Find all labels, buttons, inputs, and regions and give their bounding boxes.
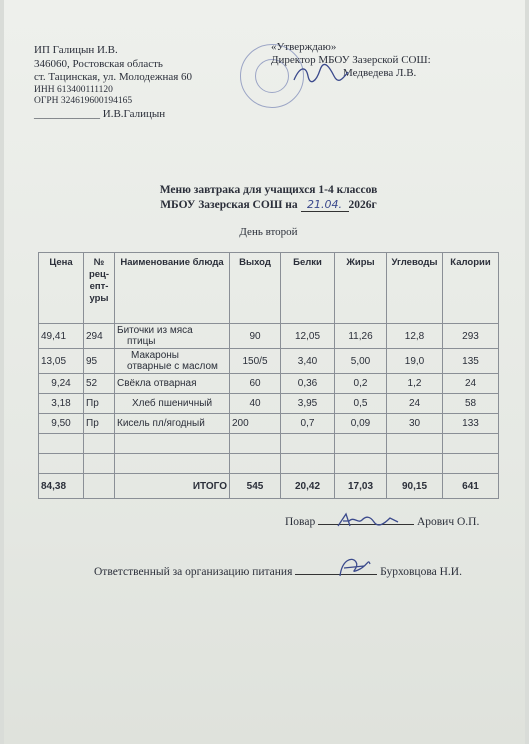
total-protein: 20,42 <box>281 474 335 499</box>
cell-protein: 12,05 <box>281 324 335 349</box>
menu-date: 21.04. <box>301 198 349 212</box>
table-row <box>39 324 499 349</box>
menu-table <box>38 252 499 499</box>
cell-output: 150/5 <box>230 349 281 374</box>
menu-subtitle <box>4 198 529 212</box>
responsible-label: Ответственный за организацию питания <box>94 566 293 578</box>
cell-calories: 58 <box>443 394 499 414</box>
empty-row <box>39 434 499 454</box>
cell-price: 49,41 <box>39 324 84 349</box>
approval-title: «Утверждаю» <box>271 41 337 53</box>
cell-dish-name: Кисель пл/ягодный <box>115 414 230 434</box>
menu-day: День второй <box>239 226 298 238</box>
cell-carbs: 12,8 <box>387 324 443 349</box>
col-calories: Калории <box>443 253 499 324</box>
cell-output: 40 <box>230 394 281 414</box>
organization-header <box>34 44 192 121</box>
cell-price: 3,18 <box>39 394 84 414</box>
table-row <box>39 374 499 394</box>
cell-output: 200 <box>230 414 281 434</box>
cell-price: 13,05 <box>39 349 84 374</box>
cell-fat: 0,2 <box>335 374 387 394</box>
cell-dish-name: Биточки из мяса птицы <box>115 324 230 349</box>
cook-label: Повар <box>285 516 316 528</box>
total-label: ИТОГО <box>115 474 230 499</box>
cell-protein: 0,36 <box>281 374 335 394</box>
total-fat: 17,03 <box>335 474 387 499</box>
cell-dish-name: Макароны отварные с маслом <box>115 349 230 374</box>
table-row <box>39 414 499 434</box>
table-row <box>39 349 499 374</box>
responsible-signature-line <box>94 566 462 578</box>
cell-recipe: 95 <box>84 349 115 374</box>
cell-dish-name: Свёкла отварная <box>115 374 230 394</box>
total-price: 84,38 <box>39 474 84 499</box>
director-signature <box>290 62 350 86</box>
cell-fat: 0,09 <box>335 414 387 434</box>
cell-fat: 0,5 <box>335 394 387 414</box>
cell-price: 9,50 <box>39 414 84 434</box>
org-name: ИП Галицын И.В. <box>34 44 118 56</box>
total-row <box>39 474 499 499</box>
col-price: Цена <box>39 253 84 324</box>
cell-fat: 11,26 <box>335 324 387 349</box>
table-header-row <box>39 253 499 324</box>
total-calories: 641 <box>443 474 499 499</box>
document-page <box>4 0 525 744</box>
cell-protein: 3,95 <box>281 394 335 414</box>
col-dish-name: Наименование блюда <box>115 253 230 324</box>
responsible-handwritten-signature <box>334 552 374 582</box>
col-protein: Белки <box>281 253 335 324</box>
approval-name: Медведева Л.В. <box>343 67 417 79</box>
cell-recipe: Пр <box>84 414 115 434</box>
cell-carbs: 19,0 <box>387 349 443 374</box>
col-recipe: № рецептуры <box>84 253 115 324</box>
cell-calories: 135 <box>443 349 499 374</box>
cell-carbs: 1,2 <box>387 374 443 394</box>
menu-year: 2026г <box>348 199 377 211</box>
cell-recipe: 52 <box>84 374 115 394</box>
cell-recipe: 294 <box>84 324 115 349</box>
org-address-region: 346060, Ростовская область <box>34 57 163 70</box>
cell-price: 9,24 <box>39 374 84 394</box>
org-inn: ИНН 613400111120 <box>34 84 113 95</box>
approval-position: Директор МБОУ Зазерской СОШ: <box>271 54 431 66</box>
school-name: МБОУ Зазерская СОШ на <box>160 199 298 211</box>
cell-calories: 24 <box>443 374 499 394</box>
cell-carbs: 24 <box>387 394 443 414</box>
cell-dish-name: Хлеб пшеничный <box>115 394 230 414</box>
cell-fat: 5,00 <box>335 349 387 374</box>
cell-calories: 293 <box>443 324 499 349</box>
responsible-name: Бурховцова Н.И. <box>380 566 462 578</box>
cell-protein: 3,40 <box>281 349 335 374</box>
cell-output: 60 <box>230 374 281 394</box>
empty-row <box>39 454 499 474</box>
cell-recipe: Пр <box>84 394 115 414</box>
menu-title: Меню завтрака для учащихся 1-4 классов <box>159 184 378 196</box>
org-address-street: ст. Тацинская, ул. Молодежная 60 <box>34 71 193 83</box>
table-row <box>39 394 499 414</box>
col-output: Выход <box>230 253 281 324</box>
cook-name: Арович О.П. <box>416 516 480 528</box>
cell-carbs: 30 <box>387 414 443 434</box>
cell-calories: 133 <box>443 414 499 434</box>
total-carbs: 90,15 <box>387 474 443 499</box>
cell-protein: 0,7 <box>281 414 335 434</box>
col-carbs: Углеводы <box>387 253 443 324</box>
cook-handwritten-signature <box>334 510 404 532</box>
org-ogrn: ОГРН 324619600194165 <box>34 96 133 106</box>
cell-output: 90 <box>230 324 281 349</box>
total-output: 545 <box>230 474 281 499</box>
org-signature: ____________ И.В.Галицын <box>34 107 166 120</box>
col-fat: Жиры <box>335 253 387 324</box>
